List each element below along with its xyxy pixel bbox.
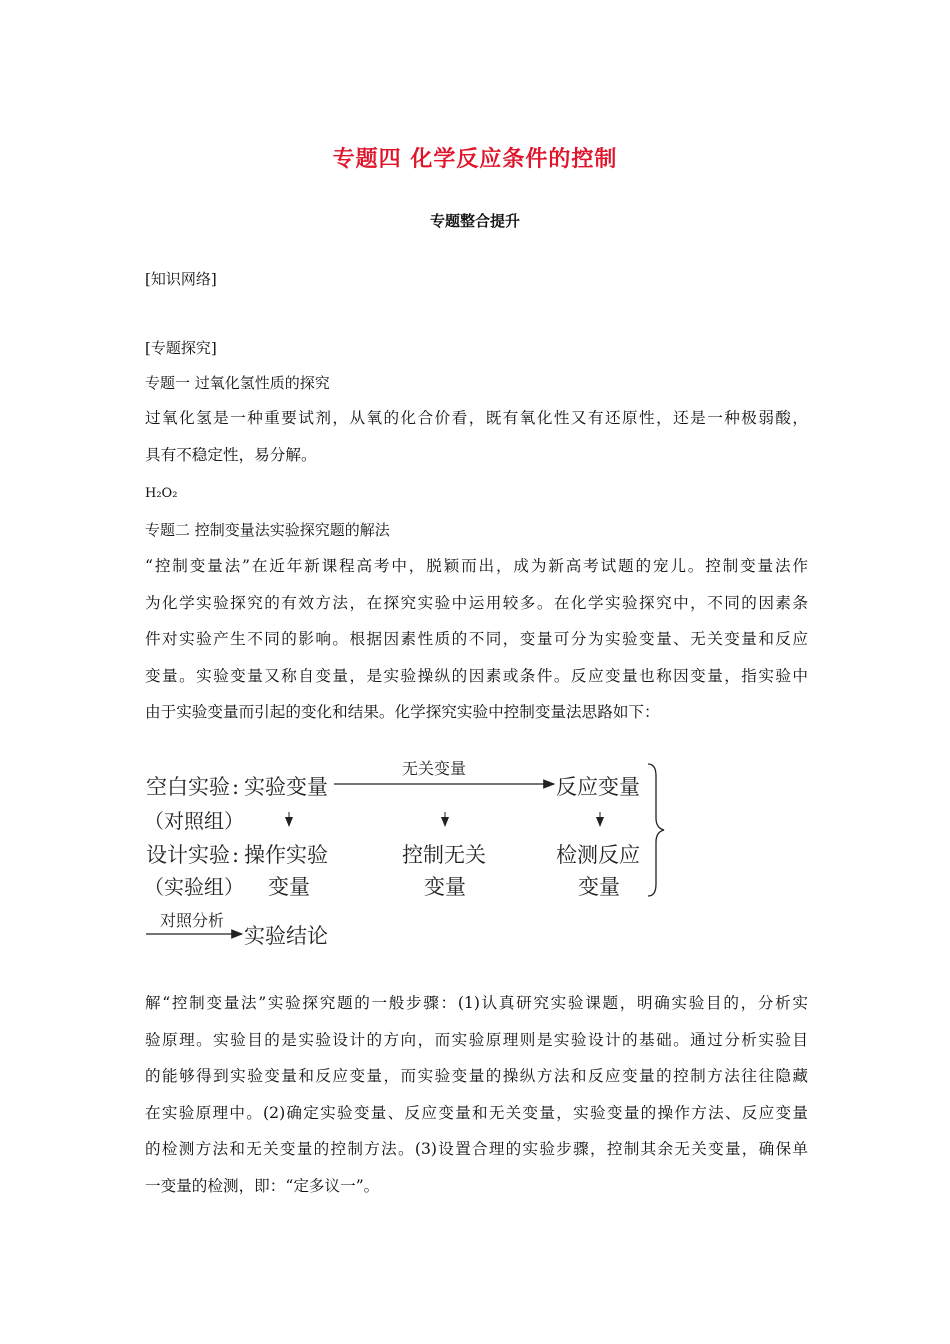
section-topic-exploration: [专题探究]: [145, 339, 217, 357]
paragraph-line: 验原理。实验目的是实验设计的方向，而实验原理则是实验设计的基础。通过分析实验目: [145, 1030, 808, 1049]
label-experimental-variable: 实验变量: [244, 775, 328, 799]
label-response-variable: 反应变量: [556, 775, 640, 799]
label-variable: 变量: [268, 875, 310, 899]
label-control-irrelevant: 控制无关: [402, 843, 486, 867]
paragraph-line: 具有不稳定性，易分解。: [145, 445, 317, 464]
paragraph-line: 的能够得到实验变量和反应变量，而实验变量的操纵方法和反应变量的控制方法往往隐藏: [145, 1067, 808, 1085]
paragraph-line: 一变量的检测，即：“定多议一”。: [145, 1176, 380, 1195]
label-variable: 变量: [424, 875, 466, 899]
colon: :: [232, 775, 240, 799]
label-experiment-group: （实验组）: [144, 875, 244, 899]
paragraph-line: 由于实验变量而引起的变化和结果。化学探究实验中控制变量法思路如下：: [145, 703, 660, 721]
formula-h2o2: H₂O₂: [145, 486, 178, 501]
topic2-paragraph: [145, 548, 808, 731]
document-title: 专题四 化学反应条件的控制: [332, 147, 618, 172]
topic2-heading: 专题二 控制变量法实验探究题的解法: [145, 521, 390, 539]
label-design-experiment: 设计实验: [146, 843, 230, 867]
paragraph-line: 过氧化氢是一种重要试剂，从氧的化合价看，既有氧化性又有还原性，还是一种极弱酸，: [145, 409, 808, 427]
label-irrelevant-variable: 无关变量: [402, 759, 467, 778]
paragraph-line: 的检测方法和无关变量的控制方法。(3)设置合理的实验步骤，控制其余无关变量，确保单: [145, 1140, 808, 1158]
paragraph-line: 解“控制变量法”实验探究题的一般步骤：(1)认真研究实验课题，明确实验目的，分析实: [145, 994, 808, 1012]
paragraph-line: 为化学实验探究的有效方法，在探究实验中运用较多。在化学实验探究中，不同的因素条: [145, 593, 808, 612]
paragraph-line: 变量。实验变量又称自变量，是实验操纵的因素或条件。反应变量也称因变量，指实验中: [145, 666, 808, 685]
paragraph-line: “控制变量法”在近年新课程高考中，脱颖而出，成为新高考试题的宠儿。控制变量法作: [145, 557, 808, 575]
paragraph-line: 件对实验产生不同的影响。根据因素性质的不同，变量可分为实验变量、无关变量和反应: [145, 630, 808, 648]
label-variable: 变量: [578, 875, 620, 899]
topic1-heading: 专题一 过氧化氢性质的探究: [145, 374, 330, 392]
document-subtitle: 专题整合提升: [429, 212, 520, 230]
label-operate-experiment: 操作实验: [244, 843, 328, 867]
section-knowledge-network: [知识网络]: [145, 270, 217, 288]
label-detect-response: 检测反应: [556, 843, 640, 867]
control-variable-diagram: [140, 756, 670, 956]
right-brace: [648, 764, 664, 896]
colon: :: [232, 843, 240, 867]
paragraph-line: 在实验原理中。(2)确定实验变量、反应变量和无关变量，实验变量的操作方法、反应变量: [145, 1103, 808, 1122]
label-experiment-conclusion: 实验结论: [244, 924, 328, 948]
label-blank-experiment: 空白实验: [146, 775, 230, 799]
topic1-paragraph: [145, 400, 808, 473]
label-comparative-analysis: 对照分析: [160, 911, 225, 930]
steps-paragraph: [145, 985, 808, 1204]
label-control-group: （对照组）: [144, 809, 244, 833]
